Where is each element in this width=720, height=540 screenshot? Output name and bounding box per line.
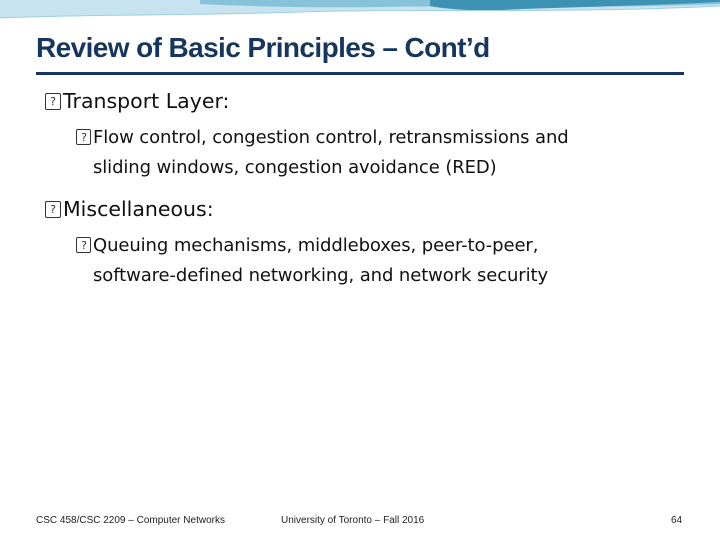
sub-bullet-line1: Flow control, congestion control, retransmissions and xyxy=(93,127,569,148)
bullet-box-icon xyxy=(76,129,91,145)
bullet-box-icon xyxy=(45,201,61,218)
sub-bullet-miscellaneous xyxy=(76,231,676,291)
slide-title: Review of Basic Principles – Cont’d xyxy=(36,32,490,63)
title-underline xyxy=(36,72,684,75)
footer-page-number: 64 xyxy=(671,515,683,526)
sub-bullet-line2: software-defined networking, and network security xyxy=(93,265,549,286)
footer-course: CSC 458/CSC 2209 – Computer Networks xyxy=(36,515,225,526)
sub-bullet-line1: Queuing mechanisms, middleboxes, peer-to-peer, xyxy=(93,235,539,256)
sub-bullet-line2: sliding windows, congestion avoidance (RED) xyxy=(93,157,497,178)
footer-university: University of Toronto – Fall 2016 xyxy=(281,515,425,526)
bullet-text: Transport Layer: xyxy=(63,89,230,113)
bullet-text: Miscellaneous: xyxy=(63,197,214,221)
sub-bullet-transport xyxy=(76,123,676,183)
header-wave-decoration xyxy=(0,0,720,26)
bullet-box-icon xyxy=(76,237,91,253)
bullet-transport-layer xyxy=(45,88,229,114)
bullet-box-icon xyxy=(45,93,61,110)
bullet-miscellaneous xyxy=(45,196,214,222)
